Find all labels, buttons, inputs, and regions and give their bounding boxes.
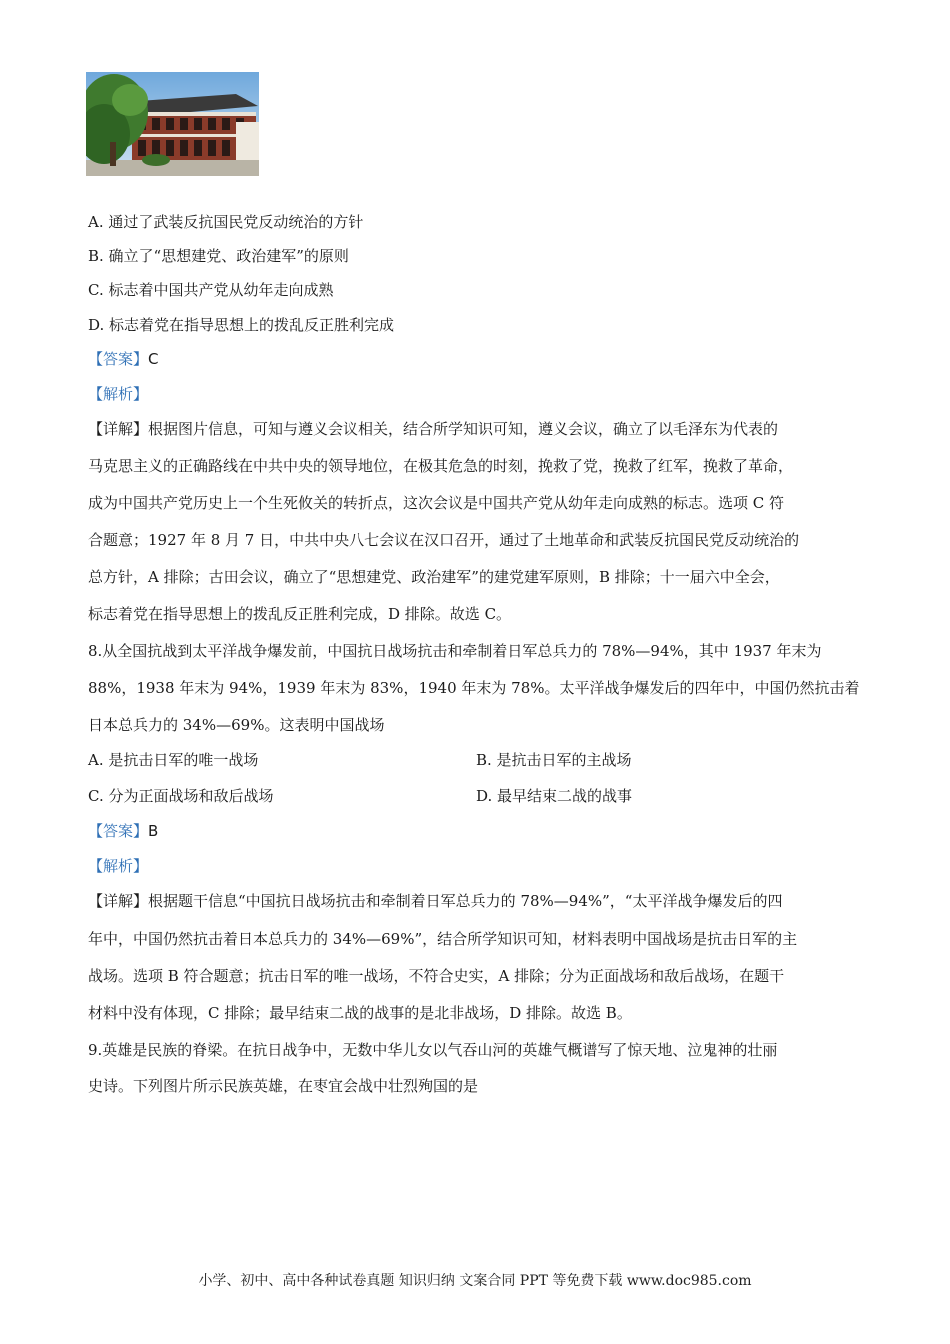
q8-option-c: C. 分为正面战场和敌后战场 — [88, 787, 274, 805]
q8-detail-line — [88, 891, 782, 911]
answer-tag: 【答案】 — [88, 350, 149, 368]
q8-option-b: B. 是抗击日军的主战场 — [476, 751, 632, 769]
q8-detail-line: 年中，中国仍然抗击着日本总兵力的 34%—69%”，结合所学知识可知，材料表明中国战场是抗击日军的主 — [88, 930, 798, 948]
q8-detail-line: 战场。选项 B 符合题意；抗击日军的唯一战场，不符合史实，A 排除；分为正面战场和敌后战场，在题干 — [88, 967, 785, 985]
answer-tag: 【答案】 — [88, 822, 149, 840]
q9-stem-line: 9.英雄是民族的脊梁。在抗日战争中，无数中华儿女以气吞山河的英雄气概谱写了惊天地、泣鬼神的壮丽 — [88, 1041, 778, 1059]
q8-stem-line: 日本总兵力的 34%—69%。这表明中国战场 — [88, 716, 385, 734]
detail-tag: 【详解】 — [88, 892, 149, 910]
q8-answer-line — [88, 821, 158, 841]
detail-text: 根据图片信息，可知与遵义会议相关，结合所学知识可知，遵义会议，确立了以毛泽东为代表的 — [148, 420, 779, 438]
q8-stem-line: 8.从全国抗战到太平洋战争爆发前，中国抗日战场抗击和牵制着日军总兵力的 78%—94%，其中 1937 年末为 — [88, 642, 822, 660]
analysis-tag: 【解析】 — [88, 857, 149, 875]
detail-tag: 【详解】 — [88, 420, 149, 438]
q7-detail-line: 合题意；1927 年 8 月 7 日，中共中央八七会议在汉口召开，通过了土地革命和武装反抗国民党反动统治的 — [88, 531, 800, 549]
detail-text: 根据题干信息“中国抗日战场抗击和牵制着日军总兵力的 78%—94%”，“太平洋战争爆发后的四 — [148, 892, 783, 910]
q7-option-b: B. 确立了“思想建党、政治建军”的原则 — [88, 247, 349, 265]
answer-value: C — [148, 350, 159, 368]
q7-detail-line: 标志着党在指导思想上的拨乱反正胜利完成，D 排除。故选 C。 — [88, 605, 512, 623]
answer-value: B — [148, 822, 159, 840]
q7-option-a: A. 通过了武装反抗国民党反动统治的方针 — [88, 213, 364, 231]
q7-detail-line: 总方针，A 排除；古田会议，确立了“思想建党、政治建军”的建党建军原则，B 排除；十一届六中全会， — [88, 568, 780, 586]
q7-detail-line: 成为中国共产党历史上一个生死攸关的转折点，这次会议是中国共产党从幼年走向成熟的标志。选项 C 符 — [88, 494, 785, 512]
zunyi-meeting-site-photo — [86, 72, 259, 176]
q9-stem-line: 史诗。下列图片所示民族英雄，在枣宜会战中壮烈殉国的是 — [88, 1077, 479, 1095]
q8-stem-line: 88%，1938 年末为 94%，1939 年末为 83%，1940 年末为 78%。太平洋战争爆发后的四年中，中国仍然抗击着 — [88, 679, 860, 697]
q7-detail-line — [88, 419, 778, 439]
q7-option-d: D. 标志着党在指导思想上的拨乱反正胜利完成 — [88, 316, 395, 334]
q8-detail-line: 材料中没有体现，C 排除；最早结束二战的战事的是北非战场，D 排除。故选 B。 — [88, 1004, 632, 1022]
q7-option-c: C. 标志着中国共产党从幼年走向成熟 — [88, 281, 334, 299]
analysis-tag: 【解析】 — [88, 385, 149, 403]
q7-answer-line — [88, 349, 159, 369]
q8-option-a: A. 是抗击日军的唯一战场 — [88, 751, 259, 769]
page-footer: 小学、初中、高中各种试卷真题 知识归纳 文案合同 PPT 等免费下载 www.doc985.com — [198, 1273, 752, 1289]
q7-analysis-tag — [88, 384, 148, 404]
q7-detail-line: 马克思主义的正确路线在中共中央的领导地位，在极其危急的时刻，挽救了党，挽救了红军，挽救了革命， — [88, 457, 794, 475]
q8-option-d: D. 最早结束二战的战事 — [476, 787, 633, 805]
q8-analysis-tag — [88, 856, 148, 876]
